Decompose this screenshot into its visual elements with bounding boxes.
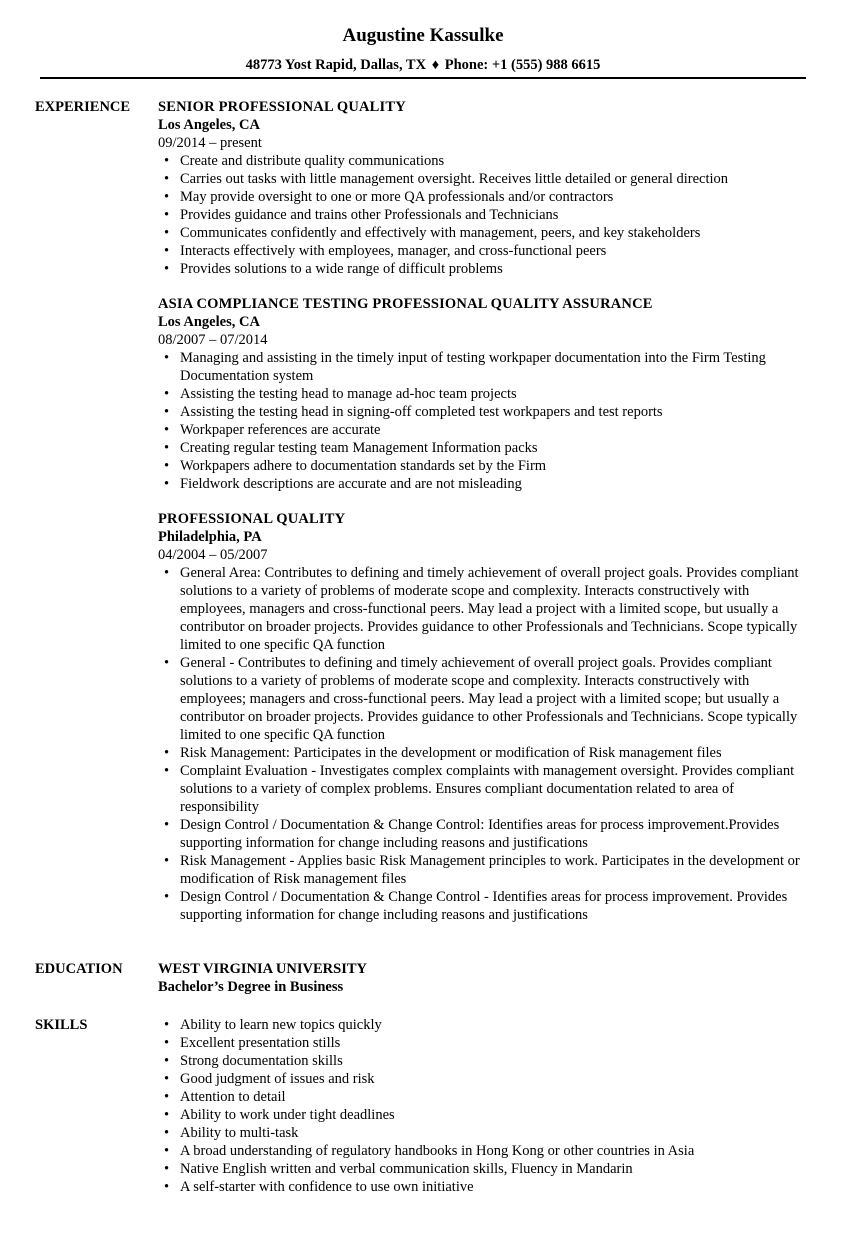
job-entry bbox=[158, 510, 810, 924]
phone: Phone: +1 (555) 988 6615 bbox=[444, 57, 601, 73]
list-item: • Design Control / Documentation & Change Control - Identifies areas for process improvement. Provides supporting information for change including reasons and justifications bbox=[158, 888, 810, 924]
job-duties bbox=[158, 349, 810, 493]
list-item: • Creating regular testing team Management Information packs bbox=[158, 439, 810, 457]
job-location: Los Angeles, CA bbox=[158, 314, 260, 330]
list-item: • Ability to work under tight deadlines bbox=[158, 1106, 810, 1124]
skills-list bbox=[158, 1016, 810, 1196]
list-item: • Interacts effectively with employees, manager, and cross-functional peers bbox=[158, 242, 810, 260]
contact-line bbox=[40, 56, 806, 74]
job-dates: 08/2007 – 07/2014 bbox=[158, 332, 268, 348]
list-item: • Assisting the testing head to manage ad-hoc team projects bbox=[158, 385, 810, 403]
list-item: • Workpapers adhere to documentation standards set by the Firm bbox=[158, 457, 810, 475]
list-item: • General Area: Contributes to defining and timely achievement of overall project goals. Provides compliant solutions to a variety of problems of moderate scope and complexity. Interacts constructively with employees, managers and cross-functional peers. May lead a project with a limited scope, but usually a contributor on broader projects. Provides guidance to other Professionals and Technicians. Scope typically limited to one specific QA function bbox=[158, 564, 810, 654]
degree: Bachelor’s Degree in Business bbox=[158, 979, 344, 995]
diamond-separator-icon: ♦ bbox=[431, 57, 440, 73]
list-item: • Excellent presentation stills bbox=[158, 1034, 810, 1052]
resume-header bbox=[40, 24, 806, 74]
list-item: • Provides guidance and trains other Professionals and Technicians bbox=[158, 206, 810, 224]
list-item: • Workpaper references are accurate bbox=[158, 421, 810, 439]
education-entry bbox=[158, 960, 810, 996]
job-location: Los Angeles, CA bbox=[158, 117, 260, 133]
list-item: • A self-starter with confidence to use own initiative bbox=[158, 1178, 810, 1196]
list-item: • Risk Management - Applies basic Risk Management principles to work. Participates in the development or modification of Risk management files bbox=[158, 852, 810, 888]
list-item: • General - Contributes to defining and timely achievement of overall project goals. Provides compliant solutions to a variety of problems of moderate scope and complexity. Interacts constructively with employees; managers and cross-functional peers. May lead a project with a limited scope; but usually a contributor on broader projects. Provides guidance to other Professionals and Technicians. Scope typically limited to one specific QA function bbox=[158, 654, 810, 744]
list-item: • Design Control / Documentation & Change Control: Identifies areas for process improvement.Provides supporting information for change including reasons and justifications bbox=[158, 816, 810, 852]
experience-list bbox=[158, 98, 810, 941]
job-entry bbox=[158, 295, 810, 493]
list-item: • Ability to learn new topics quickly bbox=[158, 1016, 810, 1034]
list-item: • Complaint Evaluation - Investigates complex complaints with management oversight. Provides compliant solutions to a variety of complex problems. Ensures compliant documentation related to area of responsibility bbox=[158, 762, 810, 816]
job-dates: 04/2004 – 05/2007 bbox=[158, 547, 268, 563]
list-item: • Strong documentation skills bbox=[158, 1052, 810, 1070]
section-label-skills: SKILLS bbox=[35, 1017, 88, 1033]
school-name: WEST VIRGINIA UNIVERSITY bbox=[158, 961, 367, 977]
list-item: • A broad understanding of regulatory handbooks in Hong Kong or other countries in Asia bbox=[158, 1142, 810, 1160]
address: 48773 Yost Rapid, Dallas, TX bbox=[245, 57, 427, 73]
list-item: • Risk Management: Participates in the development or modification of Risk management files bbox=[158, 744, 810, 762]
skills-list-container bbox=[158, 1016, 810, 1196]
job-duties bbox=[158, 564, 810, 924]
list-item: • Communicates confidently and effectively with management, peers, and key stakeholders bbox=[158, 224, 810, 242]
job-title: SENIOR PROFESSIONAL QUALITY bbox=[158, 99, 406, 115]
list-item: • Provides solutions to a wide range of difficult problems bbox=[158, 260, 810, 278]
list-item: • May provide oversight to one or more QA professionals and/or contractors bbox=[158, 188, 810, 206]
header-divider bbox=[40, 77, 806, 79]
list-item: • Ability to multi-task bbox=[158, 1124, 810, 1142]
list-item: • Native English written and verbal communication skills, Fluency in Mandarin bbox=[158, 1160, 810, 1178]
list-item: • Attention to detail bbox=[158, 1088, 810, 1106]
list-item: • Carries out tasks with little management oversight. Receives little detailed or general direction bbox=[158, 170, 810, 188]
list-item: • Create and distribute quality communications bbox=[158, 152, 810, 170]
list-item: • Managing and assisting in the timely input of testing workpaper documentation into the Firm Testing Documentation system bbox=[158, 349, 810, 385]
section-label-education: EDUCATION bbox=[35, 961, 123, 977]
job-dates: 09/2014 – present bbox=[158, 135, 262, 151]
candidate-name: Augustine Kassulke bbox=[342, 25, 504, 46]
job-title: ASIA COMPLIANCE TESTING PROFESSIONAL QUALITY ASSURANCE bbox=[158, 296, 653, 312]
list-item: • Assisting the testing head in signing-off completed test workpapers and test reports bbox=[158, 403, 810, 421]
job-location: Philadelphia, PA bbox=[158, 529, 262, 545]
list-item: • Good judgment of issues and risk bbox=[158, 1070, 810, 1088]
job-title: PROFESSIONAL QUALITY bbox=[158, 511, 346, 527]
job-entry bbox=[158, 98, 810, 278]
job-duties bbox=[158, 152, 810, 278]
list-item: • Fieldwork descriptions are accurate and are not misleading bbox=[158, 475, 810, 493]
section-label-experience: EXPERIENCE bbox=[35, 99, 131, 115]
